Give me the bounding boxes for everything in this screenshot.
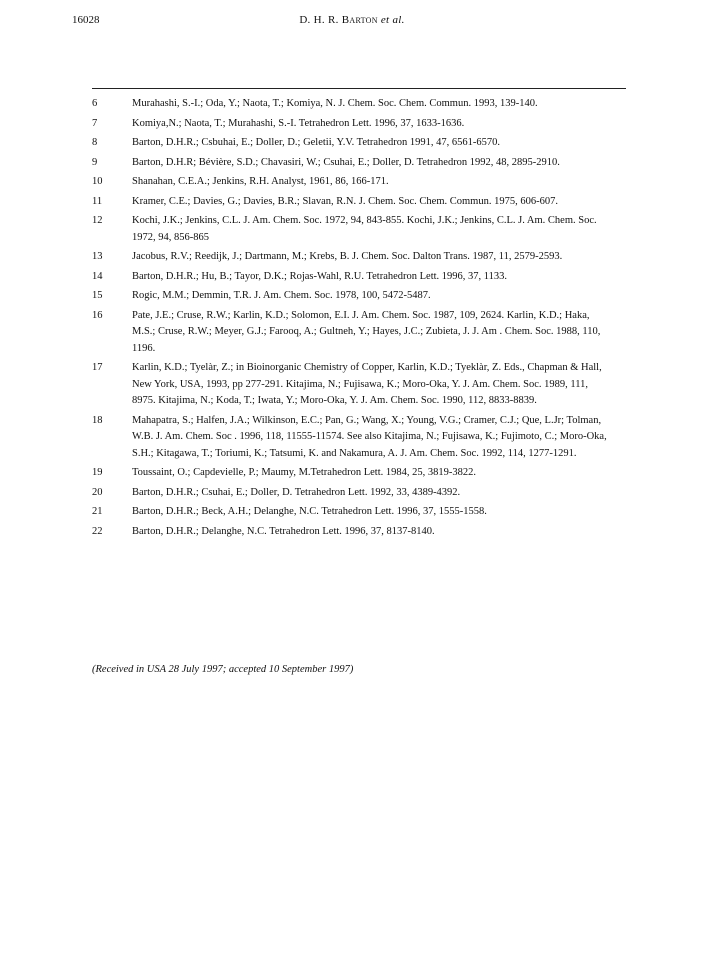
reference-item (92, 465, 652, 482)
author-name: Barton (341, 14, 378, 26)
reference-item (92, 308, 652, 358)
reference-text: Rogic, M.M.; Demmin, T.R. J. Am. Chem. Soc. 1978, 100, 5472-5487. (132, 290, 431, 301)
reference-text: Mahapatra, S.; Halfen, J.A.; Wilkinson, E.C.; Pan, G.; Wang, X.; Young, V.G.; Cramer, C.J.; Que, L.Jr; Tolman, W.B. J. Am. Chem. Soc . 1996, 118, 11555-11574. See also Kitajima, N.; Fujisawa, K.; Fujimoto, C.; Moro-Oka, S.H.; Kitagawa, T.; Toriumi, K.; Tatsumi, K. and Nakamura, A. J. Am. Chem. Soc. 1992, 114, 1277-1291. (132, 414, 607, 459)
reference-number: 9 (92, 156, 98, 168)
reference-item (92, 504, 652, 521)
reference-item (92, 155, 652, 172)
reference-text: Toussaint, O.; Capdevielle, P.; Maumy, M.Tetrahedron Lett. 1984, 25, 3819-3822. (132, 467, 477, 478)
et-al: et al. (377, 14, 405, 26)
reference-item (92, 135, 652, 152)
reference-text: Shanahan, C.E.A.; Jenkins, R.H. Analyst, 1961, 86, 166-171. (132, 176, 389, 187)
reference-number: 6 (92, 98, 98, 109)
reference-item (92, 360, 652, 410)
reference-number: 7 (92, 117, 98, 129)
reference-text: Pate, J.E.; Cruse, R.W.; Karlin, K.D.; Solomon, E.I. J. Am. Chem. Soc. 1987, 109, 2624. Karlin, K.D.; Haka, M.S.; Cruse, R.W.; Meyer, G.J.; Farooq, A.; Gultneh, Y.; Hayes, J.C.; Zubieta, J. J. Am . Chem. Soc. 1988, 110, 1196. (132, 309, 601, 354)
reference-item (92, 174, 652, 191)
header-rule (92, 88, 626, 89)
reference-text: Barton, D.H.R.; Beck, A.H.; Delanghe, N.C. Tetrahedron Lett. 1996, 37, 1555-1558. (132, 506, 487, 517)
reference-text: Komiya,N.; Naota, T.; Murahashi, S.-I. Tetrahedron Lett. 1996, 37, 1633-1636. (132, 117, 465, 129)
reference-item (92, 213, 652, 246)
reference-number: 14 (92, 270, 103, 282)
reference-list (92, 96, 652, 543)
page-number: 16028 (72, 14, 100, 26)
page-header (72, 14, 632, 34)
reference-number: 8 (92, 137, 98, 148)
reference-text: Kramer, C.E.; Davies, G.; Davies, B.R.; Slavan, R.N. J. Chem. Soc. Chem. Commun. 1975, 606-607. (132, 195, 558, 207)
reference-number: 18 (92, 414, 103, 426)
reference-number: 19 (92, 467, 103, 478)
reference-number: 22 (92, 525, 103, 537)
reference-number: 10 (92, 176, 103, 187)
reference-number: 21 (92, 506, 103, 517)
reference-text: Barton, D.H.R.; Csuhai, E.; Doller, D. Tetrahedron Lett. 1992, 33, 4389-4392. (132, 486, 461, 498)
reference-text: Barton, D.H.R; Bévière, S.D.; Chavasiri, W.; Csuhai, E.; Doller, D. Tetrahedron 1992, 48, 2895-2910. (132, 156, 560, 168)
reference-text: Barton, D.H.R.; Delanghe, N.C. Tetrahedron Lett. 1996, 37, 8137-8140. (132, 525, 435, 537)
reference-text: Barton, D.H.R.; Hu, B.; Tayor, D.K.; Rojas-Wahl, R.U. Tetrahedron Lett. 1996, 37, 1133. (132, 270, 508, 282)
reference-text: Kochi, J.K.; Jenkins, C.L. J. Am. Chem. Soc. 1972, 94, 843-855. Kochi, J.K.; Jenkins, C.L. J. Am. Chem. Soc. 1972, 94, 856-865 (132, 215, 597, 243)
reference-item (92, 194, 652, 211)
reference-number: 11 (92, 195, 103, 207)
reference-number: 17 (92, 362, 103, 373)
received-note: (Received in USA 28 July 1997; accepted 10 September 1997) (92, 664, 354, 675)
reference-item (92, 249, 652, 266)
reference-item (92, 413, 652, 463)
reference-number: 16 (92, 309, 103, 321)
reference-text: Barton, D.H.R.; Csbuhai, E.; Doller, D.; Geletii, Y.V. Tetrahedron 1991, 47, 6561-6570. (132, 137, 500, 148)
reference-item (92, 269, 652, 286)
reference-item (92, 485, 652, 502)
reference-number: 12 (92, 215, 103, 226)
reference-item (92, 96, 652, 113)
reference-item (92, 116, 652, 133)
reference-item (92, 524, 652, 541)
reference-item (92, 288, 652, 305)
author-initials: D. H. R. (299, 14, 342, 26)
reference-number: 20 (92, 486, 103, 498)
reference-number: 15 (92, 290, 103, 301)
reference-number: 13 (92, 251, 103, 262)
reference-text: Karlin, K.D.; Tyelàr, Z.; in Bioinorganic Chemistry of Copper, Karlin, K.D.; Tyeklàr, Z. Eds., Chapman & Hall, New York, USA, 1993, pp 277-291. Kitajima, N.; Fujisawa, K.; Moro-Oka, Y. J. Am. Chem. Soc. 1989, 111, 8975. Kitajima, N.; Koda, T.; Iwata, Y.; Moro-Oka, Y. J. Am. Chem. Soc. 1990, 112, 8833-8839. (132, 362, 602, 406)
reference-text: Murahashi, S.-I.; Oda, Y.; Naota, T.; Komiya, N. J. Chem. Soc. Chem. Commun. 1993, 139-140. (132, 98, 538, 109)
reference-text: Jacobus, R.V.; Reedijk, J.; Dartmann, M.; Krebs, B. J. Chem. Soc. Dalton Trans. 1987, 11, 2579-2593. (132, 251, 563, 262)
running-head (72, 14, 632, 26)
